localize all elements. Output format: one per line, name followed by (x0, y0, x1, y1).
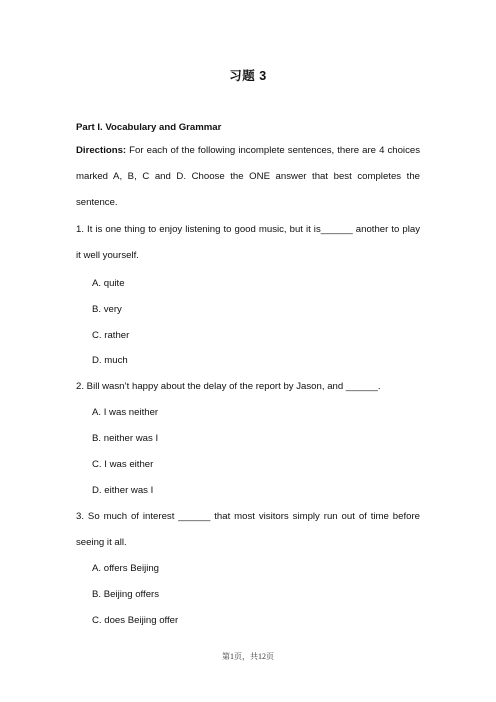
question-2-stem: 2. Bill wasn’t happy about the delay of the report by Jason, and ______. (76, 381, 381, 392)
page-footer: 第1页，共12页 (222, 652, 274, 661)
question-2-option-b: B. neither was I (92, 433, 159, 444)
question-3-option-a: A. offers Beijing (92, 563, 160, 574)
question-3-option-b: B. Beijing offers (92, 589, 160, 600)
directions-text: For each of the following incomplete sentences, there are 4 choices marked A, B, C and D. Choose the ONE answer that best completes the sentence. (76, 145, 420, 208)
question-1-option-c: C. rather (92, 330, 130, 341)
question-1-stem: 1. It is one thing to enjoy listening to good music, but it is______ another to play it well yourself. (76, 224, 420, 261)
question-1-option-b: B. very (92, 304, 122, 315)
question-2-option-a: A. I was neither (92, 407, 159, 418)
directions-paragraph (76, 138, 420, 215)
question-3-stem: 3. So much of interest ______ that most visitors simply run out of time before seeing it all. (76, 511, 420, 548)
question-3-option-c: C. does Beijing offer (92, 615, 179, 626)
part-heading: Part I. Vocabulary and Grammar (76, 122, 222, 133)
directions-label: Directions: (76, 145, 127, 156)
page-title: 习题 3 (229, 69, 267, 83)
question-1-option-d: D. much (92, 355, 128, 366)
question-1-option-a: A. quite (92, 278, 125, 289)
question-2-option-c: C. I was either (92, 459, 154, 470)
question-2-option-d: D. either was I (92, 485, 154, 496)
